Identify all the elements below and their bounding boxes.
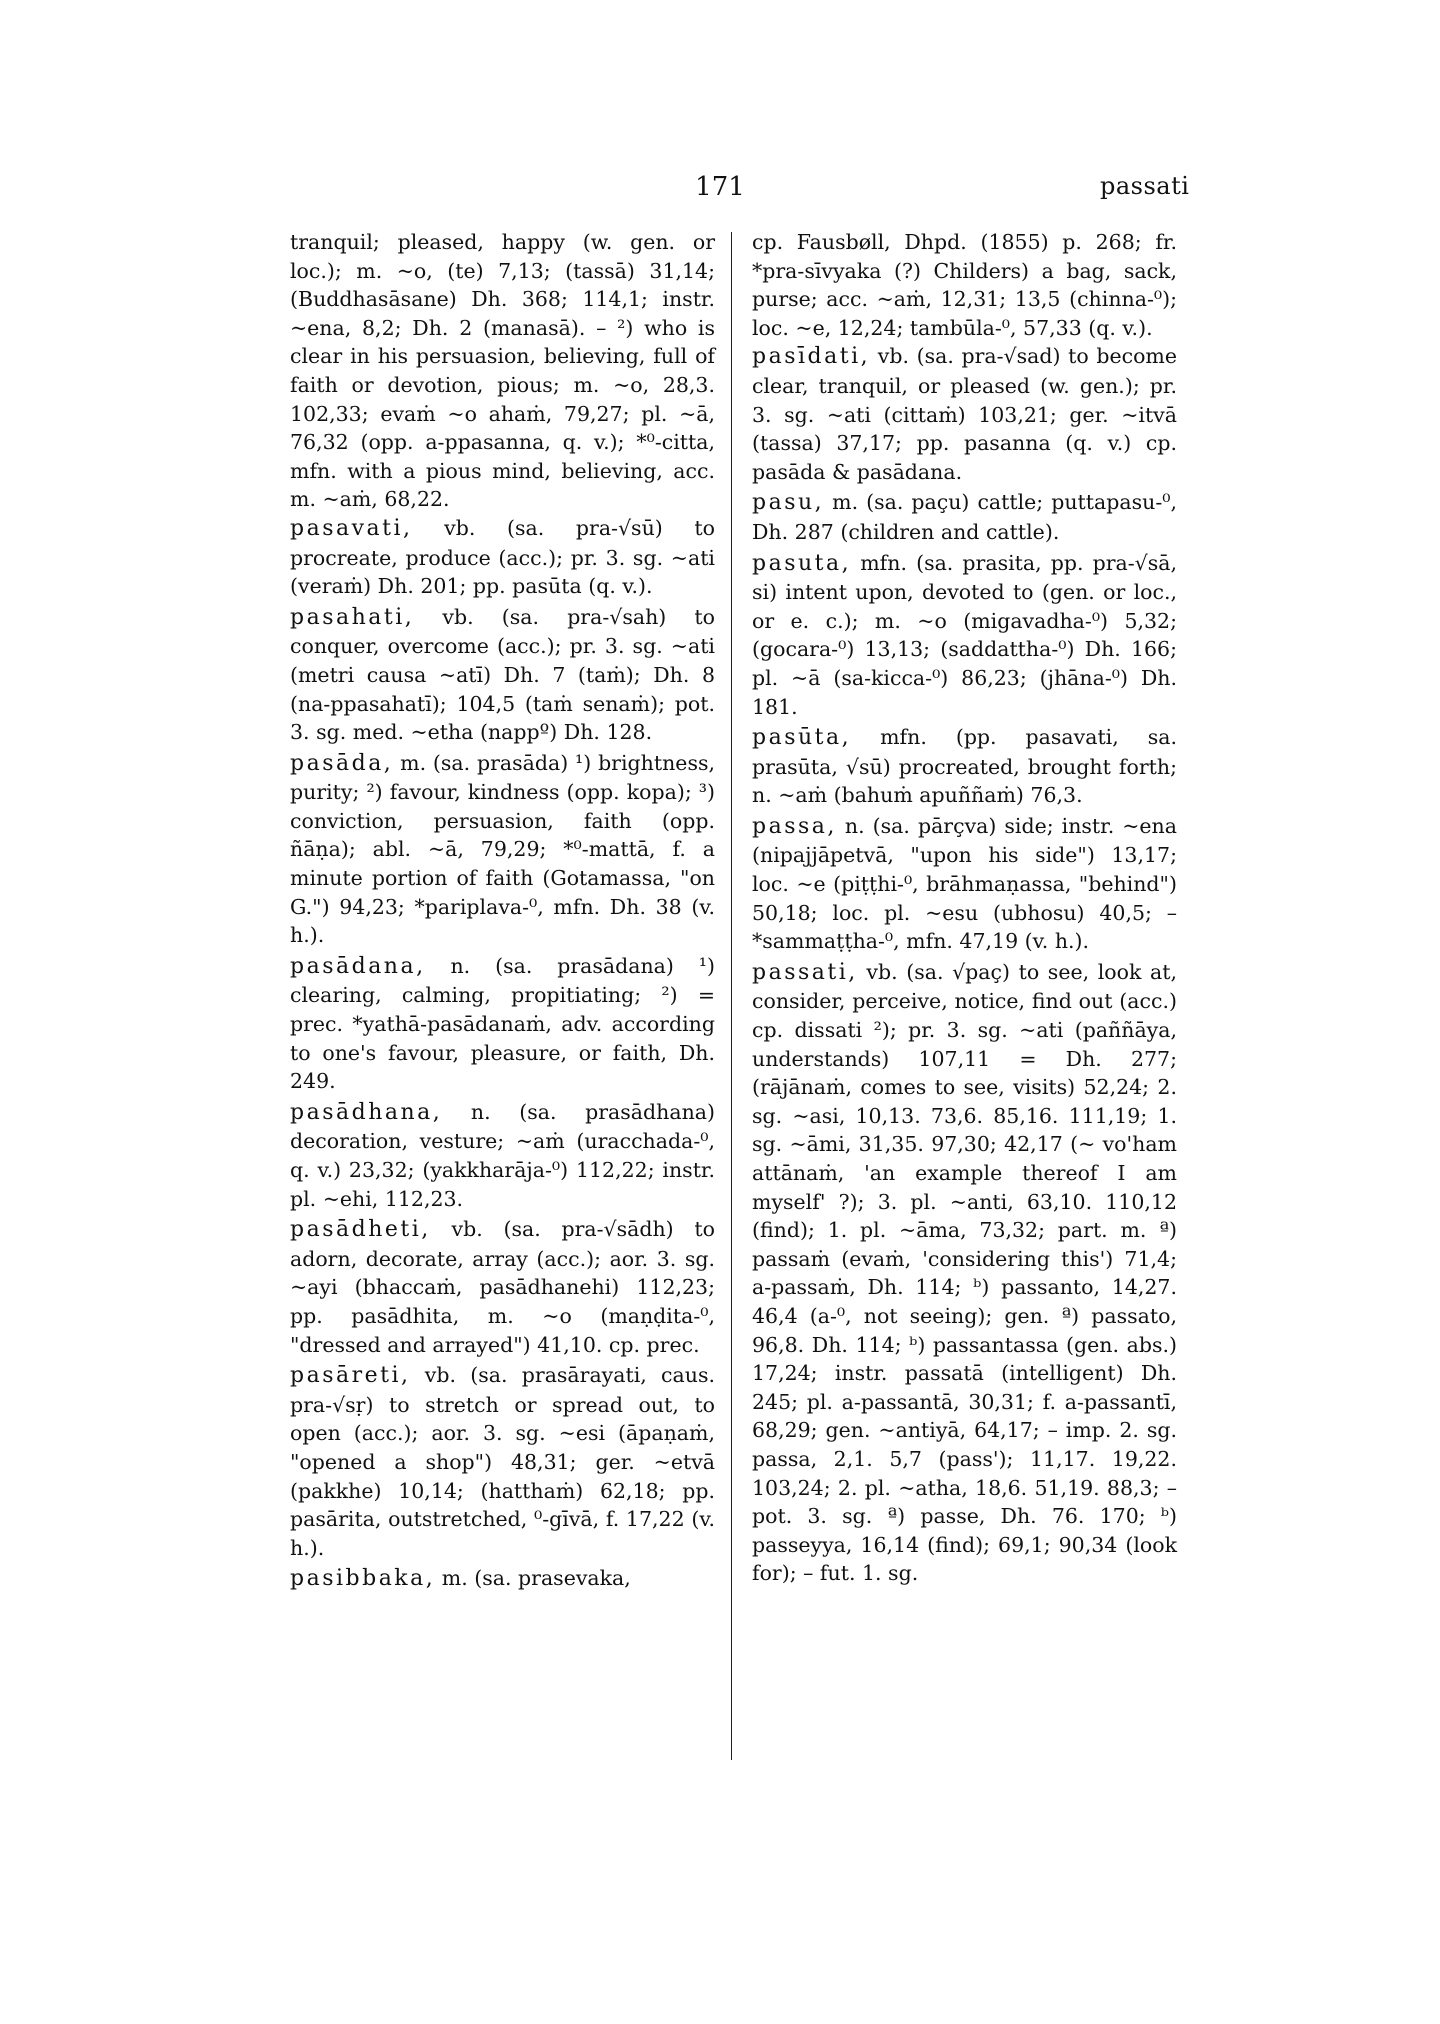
headword: pasavati, [290,515,413,541]
entry-pasadana [290,952,715,1096]
headword: pasāda, [290,750,394,776]
entry-pasibbaka [290,1564,715,1594]
left-column [290,228,715,1594]
entry-passati [752,958,1177,1588]
entry-pasadhana [290,1098,715,1213]
entry-pasareti [290,1361,715,1562]
headword: passati, [752,959,858,985]
continued-entry-text: cp. Fausbøll, Dhpd. (1855) p. 268; fr. *pra-sīvyaka (?) Childers) a bag, sack, purse; acc. ~aṁ, 12,31; 13,5 (chinna-⁰); loc. ~e, 12,24; tambūla-⁰, 57,33 (q. v.). [752,230,1177,340]
headword: pasūta, [752,725,852,751]
entry-body: mfn. (pp. pasavati, sa. prasūta, √sū) procreated, brought forth; n. ~aṁ (bahuṁ apuññaṁ) 76,3. [752,725,1177,808]
entry-body: m. (sa. prasāda) ¹) brightness, purity; ²) favour, kindness (opp. kopa); ³) conviction, persuasion, faith (opp. ñāṇa); abl. ~ā, 79,29; *⁰-mattā, f. a minute portion of faith (Gotamassa, "on G.") 94,23; *pariplava-⁰, mfn. Dh. 38 (v. h.). [290,750,715,948]
entry-pasahati [290,603,715,747]
page-number: 171 [695,172,745,202]
entry-pasuta-pp [752,723,1177,810]
entry-pasavati [290,514,715,601]
headword: passa, [752,813,837,839]
entry-body: vb. (sa. √paç) to see, look at, consider, perceive, notice, find out (acc.) cp. dissati ²); pr. 3. sg. ~ati (paññāya, understands) 107,11 = Dh. 277; (rājānaṁ, comes to see, visits) 52,24; 2. sg. ~asi, 10,13. 73,6. 85,16. 111,19; 1. sg. ~āmi, 31,35. 97,30; 42,17 (~ vo'ham attānaṁ, 'an example thereof I am myself' ?); 3. pl. ~anti, 63,10. 110,12 (find); 1. pl. ~āma, 73,32; part. m. ª) passaṁ (evaṁ, 'considering this') 71,4; a-passaṁ, Dh. 114; ᵇ) passanto, 14,27. 46,4 (a-⁰, not seeing); gen. ª) passato, 96,8. Dh. 114; ᵇ) passantassa (gen. abs.) 17,24; instr. passatā (intelligent) Dh. 245; pl. a-passantā, 30,31; f. a-passantī, 68,29; gen. ~antiyā, 64,17; – imp. 2. sg. passa, 2,1. 5,7 (pass'); 11,17. 19,22. 103,24; 2. pl. ~atha, 18,6. 51,19. 88,3; – pot. 3. sg. ª) passe, Dh. 76. 170; ᵇ) passeyya, 16,14 (find); 69,1; 90,34 (look for); – fut. 1. sg. [752,959,1177,1586]
headword: pasādhana, [290,1099,443,1125]
entry-body: m. (sa. prasevaka, [441,1566,631,1591]
entry-body: vb. (sa. prasārayati, caus. pra-√sṛ) to stretch or spread out, to open (acc.); aor. 3. sg. ~esi (āpaṇaṁ, "opened a shop") 48,31; ger. ~etvā (pakkhe) 10,14; (hatthaṁ) 62,18; pp. pasārita, outstretched, ⁰-gīvā, f. 17,22 (v. h.). [290,1363,715,1560]
entry-body: vb. (sa. pra-√sad) to become clear, tranquil, or pleased (w. gen.); pr. 3. sg. ~ati (cittaṁ) 103,21; ger. ~itvā (tassa) 37,17; pp. pasanna (q. v.) cp. pasāda & pasādana. [752,344,1177,484]
entry-pasidati [752,342,1177,486]
headword: pasīdati, [752,344,871,370]
entry-pasuta [752,549,1177,722]
entry-body: n. (sa. prasādana) ¹) clearing, calming, propitiating; ²) = prec. *yathā-pasādanaṁ, adv. according to one's favour, pleasure, or faith, Dh. 249. [290,953,715,1094]
entry-body: n. (sa. prasādhana) decoration, vesture; ~aṁ (uracchada-⁰, q. v.) 23,32; (yakkharāja-⁰) 112,22; instr. pl. ~ehi, 112,23. [290,1099,715,1211]
entry-body: vb. (sa. pra-√sādh) to adorn, decorate, array (acc.); aor. 3. sg. ~ayi (bhaccaṁ, pasādhanehi) 112,23; pp. pasādhita, m. ~o (maṇḍita-⁰, "dressed and arrayed") 41,10. cp. prec. [290,1217,715,1357]
entry-passa [752,812,1177,956]
column-divider [731,232,732,1760]
headword: pasahati, [290,604,415,630]
entry-pasada [290,749,715,950]
headword: pasādheti, [290,1217,431,1243]
headword: pasāreti, [290,1363,411,1389]
headword: pasibbaka, [290,1566,436,1592]
entry-body: mfn. (sa. prasita, pp. pra-√sā, si) intent upon, devoted to (gen. or loc., or e. c.); m. ~o (migavadha-⁰) 5,32; (gocara-⁰) 13,13; (saddattha-⁰) Dh. 166; pl. ~ā (sa-kicca-⁰) 86,23; (jhāna-⁰) Dh. 181. [752,550,1177,719]
entry-body: vb. (sa. pra-√sah) to conquer, overcome (acc.); pr. 3. sg. ~ati (metri causa ~atī) Dh. 7 (taṁ); Dh. 8 (na-ppasahatī); 104,5 (taṁ senaṁ); pot. 3. sg. med. ~etha (nappº) Dh. 128. [290,604,715,745]
headword: pasādana, [290,953,426,979]
running-head: passati [1100,172,1190,200]
right-column [752,228,1177,1588]
continued-entry-text: tranquil; pleased, happy (w. gen. or loc.); m. ~o, (te) 7,13; (tassā) 31,14; (Buddhasāsane) Dh. 368; 114,1; instr. ~ena, 8,2; Dh. 2 (manasā). – ²) who is clear in his persuasion, believing, full of faith or devotion, pious; m. ~o, 28,3. 102,33; evaṁ ~o ahaṁ, 79,27; pl. ~ā, 76,32 (opp. a-ppasanna, q. v.); *⁰-citta, mfn. with a pious mind, believing, acc. m. ~aṁ, 68,22. [290,230,715,512]
entry-pasadheti [290,1215,715,1359]
entry-body: n. (sa. pārçva) side; instr. ~ena (nipajjāpetvā, "upon his side") 13,17; loc. ~e (piṭṭhi-⁰, brāhmaṇassa, "behind") 50,18; loc. pl. ~esu (ubhosu) 40,5; – *sammaṭṭha-⁰, mfn. 47,19 (v. h.). [752,813,1177,954]
entry-pasu [752,488,1177,546]
headword: pasu, [752,490,825,516]
entry-body: m. (sa. paçu) cattle; puttapasu-⁰, Dh. 287 (children and cattle). [752,490,1177,544]
entry-body: vb. (sa. pra-√sū) to procreate, produce (acc.); pr. 3. sg. ~ati (veraṁ) Dh. 201; pp. pasūta (q. v.). [290,515,715,599]
headword: pasuta, [752,550,852,576]
